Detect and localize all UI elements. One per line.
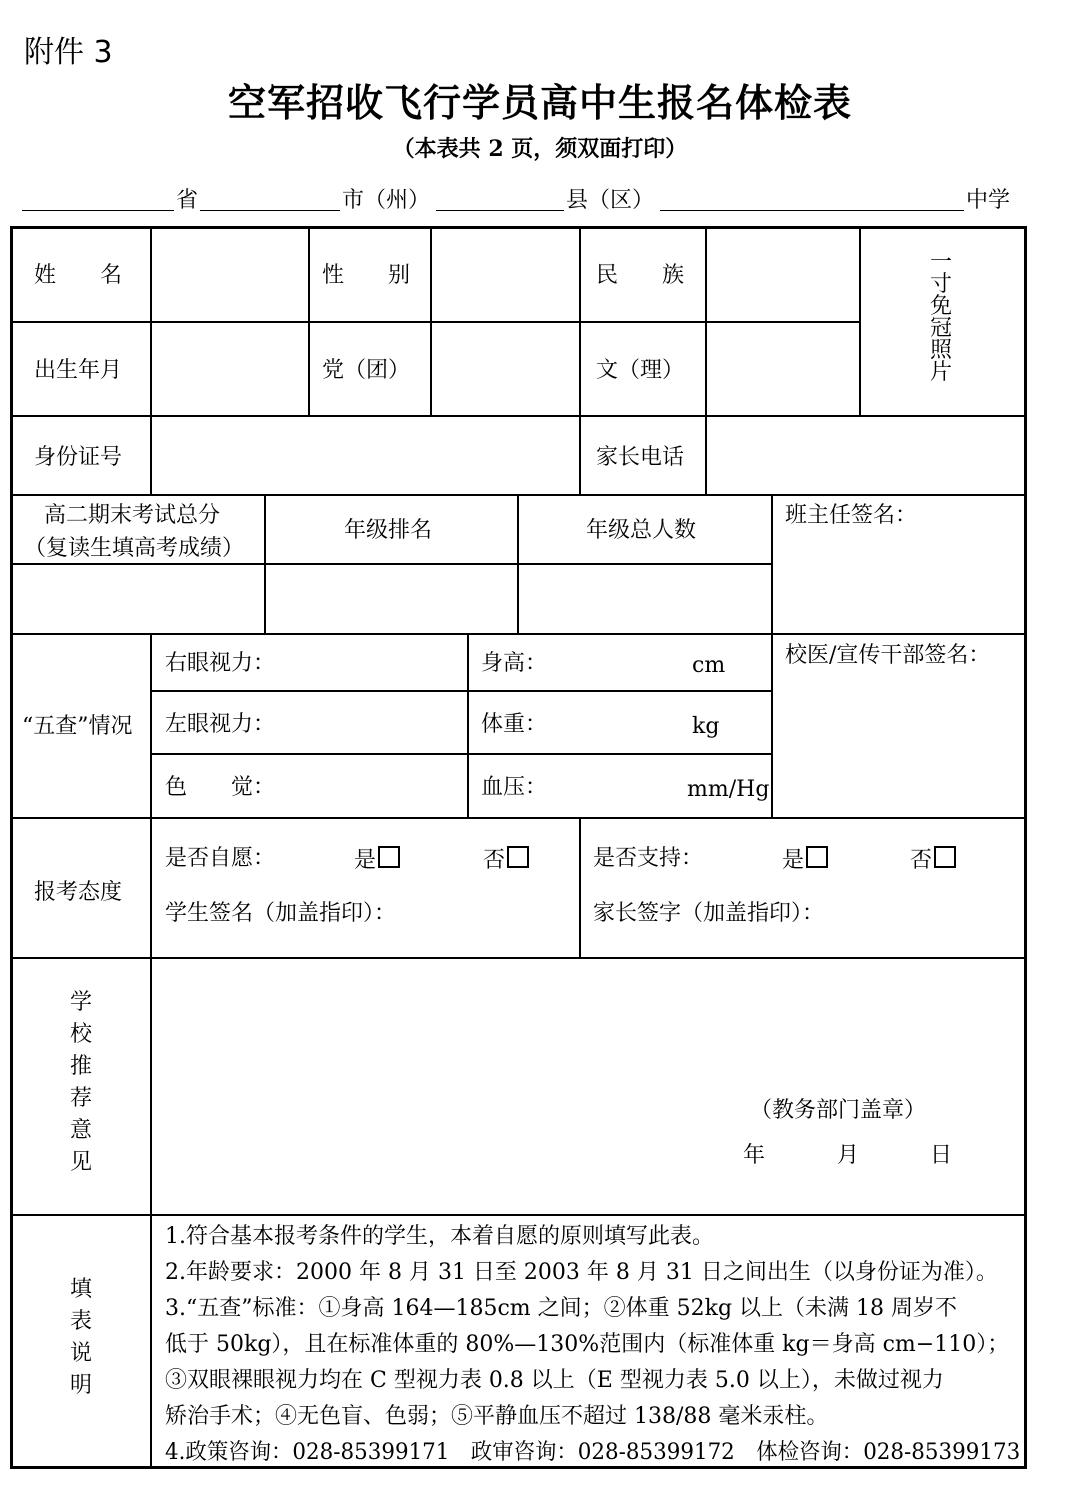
support-no-checkbox[interactable]	[934, 846, 956, 868]
right-eye-label: 右眼视力：	[165, 651, 276, 676]
weight-label: 体重：	[481, 712, 548, 737]
photo-label-2: 寸	[929, 272, 952, 297]
grade-count-label: 年级总人数	[586, 518, 697, 543]
gender-field[interactable]	[432, 228, 578, 320]
id-field[interactable]	[152, 417, 578, 493]
teacher-sign-field[interactable]	[773, 530, 1023, 632]
voluntary-no[interactable]	[483, 846, 529, 872]
school-label: 中学	[966, 188, 1011, 213]
county-label: 县（区）	[566, 188, 655, 213]
height-field[interactable]	[545, 636, 685, 688]
name-label: 姓 名	[34, 263, 123, 288]
birth-label: 出生年月	[34, 358, 123, 383]
grade-rank-label: 年级排名	[344, 518, 433, 543]
ethnicity-field[interactable]	[707, 228, 858, 320]
recommend-label-2: 校	[69, 1022, 92, 1047]
page-subtitle: （本表共 2 页，须双面打印）	[392, 136, 688, 162]
stamp-label: （教务部门盖章）	[750, 1098, 927, 1123]
color-vision-field[interactable]	[280, 756, 465, 815]
instruction-line: 1.符合基本报考条件的学生，本着自愿的原则填写此表。	[165, 1224, 714, 1249]
support-no[interactable]	[910, 846, 956, 872]
attitude-label: 报考态度	[34, 880, 123, 905]
county-blank[interactable]	[436, 210, 564, 211]
bp-field[interactable]	[545, 756, 680, 815]
parent-sign-field[interactable]	[830, 890, 1020, 950]
bp-label: 血压：	[481, 775, 548, 800]
instructions-label-3: 说	[69, 1341, 92, 1366]
student-sign-field[interactable]	[400, 890, 575, 950]
date-year-label: 年	[743, 1143, 766, 1168]
recommend-field[interactable]	[152, 959, 1023, 1089]
recommend-label-1: 学	[69, 990, 92, 1015]
weight-field[interactable]	[545, 693, 685, 751]
recommend-label-4: 荐	[69, 1086, 92, 1111]
recommend-label-3: 推	[69, 1054, 92, 1079]
birth-field[interactable]	[152, 323, 307, 414]
id-label: 身份证号	[34, 445, 123, 470]
weight-unit: kg	[692, 714, 720, 739]
rule	[10, 817, 1027, 819]
parent-sign-label: 家长签字（加盖指印）：	[593, 901, 825, 926]
support-yes[interactable]	[782, 846, 828, 872]
school-blank[interactable]	[660, 210, 964, 211]
instruction-line: 4.政策咨询：028-85399171 政审咨询：028-85399172 体检咨询：028-85399173	[165, 1440, 1021, 1465]
photo-label-6: 片	[929, 360, 952, 385]
party-field[interactable]	[432, 323, 578, 414]
track-label: 文（理）	[596, 358, 685, 383]
photo-label-3: 免	[929, 294, 952, 319]
rule	[10, 1214, 1027, 1216]
rule	[151, 690, 772, 692]
party-label: 党（团）	[322, 358, 411, 383]
instructions-label-1: 填	[69, 1277, 92, 1302]
rule	[151, 753, 772, 755]
instruction-line: 3.“五查”标准：①身高 164—185cm 之间；②体重 52kg 以上（未满 18 周岁不	[165, 1296, 958, 1321]
voluntary-yes-text: 是	[354, 848, 377, 873]
recommend-label-5: 意	[69, 1118, 92, 1143]
city-label: 市（州）	[342, 188, 431, 213]
date-day-label: 日	[930, 1143, 953, 1168]
voluntary-label: 是否自愿：	[165, 846, 276, 871]
province-blank[interactable]	[22, 210, 174, 211]
grade-count-field[interactable]	[519, 565, 770, 632]
attachment-label: 附件 3	[24, 35, 113, 70]
parent-phone-field[interactable]	[707, 417, 1023, 493]
instructions-label-4: 明	[69, 1373, 92, 1398]
ethnicity-label: 民 族	[596, 263, 685, 288]
wucha-label: “五查”情况	[22, 714, 133, 739]
height-unit: cm	[692, 653, 726, 678]
total-score-field[interactable]	[12, 565, 263, 632]
track-field[interactable]	[707, 323, 858, 414]
photo-label-4: 冠	[929, 316, 952, 341]
doctor-sign-field[interactable]	[773, 670, 1023, 815]
total-score-note: （复读生填高考成绩）	[24, 536, 245, 561]
photo-label-1: 一	[929, 250, 952, 275]
rule	[579, 817, 581, 958]
voluntary-no-checkbox[interactable]	[507, 846, 529, 868]
left-eye-label: 左眼视力：	[165, 712, 276, 737]
instruction-line: 矫治手术；④无色盲、色弱；⑤平静血压不超过 138/88 毫米汞柱。	[165, 1404, 829, 1429]
grade-rank-field[interactable]	[266, 565, 516, 632]
parent-phone-label: 家长电话	[596, 445, 685, 470]
bp-unit: mm/Hg	[687, 777, 770, 802]
instruction-line: 2.年龄要求：2000 年 8 月 31 日至 2003 年 8 月 31 日之间出生（以身份证为准）。	[165, 1260, 998, 1285]
gender-label: 性 别	[322, 263, 411, 288]
rule	[308, 226, 310, 416]
support-yes-text: 是	[782, 848, 805, 873]
instructions-label-2: 表	[69, 1309, 92, 1334]
color-vision-label: 色 觉：	[165, 775, 276, 800]
rule	[579, 226, 581, 495]
left-eye-field[interactable]	[280, 693, 465, 751]
doctor-sign-label: 校医/宣传干部签名：	[785, 643, 991, 668]
right-eye-field[interactable]	[280, 636, 465, 688]
instruction-line: ③双眼裸眼视力均在 C 型视力表 0.8 以上（E 型视力表 5.0 以上），未做过视力	[165, 1368, 944, 1393]
city-blank[interactable]	[200, 210, 340, 211]
date-month-label: 月	[837, 1143, 860, 1168]
voluntary-yes[interactable]	[354, 846, 400, 872]
support-yes-checkbox[interactable]	[806, 846, 828, 868]
teacher-sign-label: 班主任签名：	[785, 503, 918, 528]
voluntary-no-text: 否	[483, 848, 506, 873]
rule	[467, 633, 469, 818]
page-title: 空军招收飞行学员高中生报名体检表	[227, 80, 852, 125]
support-no-text: 否	[910, 848, 933, 873]
height-label: 身高：	[481, 651, 548, 676]
province-label: 省	[176, 188, 199, 213]
instruction-line: 低于 50kg），且在标准体重的 80%—130%范围内（标准体重 kg＝身高 cm−110）；	[165, 1332, 1010, 1357]
total-score-label: 高二期末考试总分	[44, 503, 221, 528]
voluntary-yes-checkbox[interactable]	[378, 846, 400, 868]
student-sign-label: 学生签名（加盖指印）：	[165, 901, 397, 926]
support-label: 是否支持：	[593, 846, 704, 871]
photo-label-5: 照	[929, 338, 952, 363]
recommend-label-6: 见	[69, 1150, 92, 1175]
name-field[interactable]	[152, 228, 307, 320]
